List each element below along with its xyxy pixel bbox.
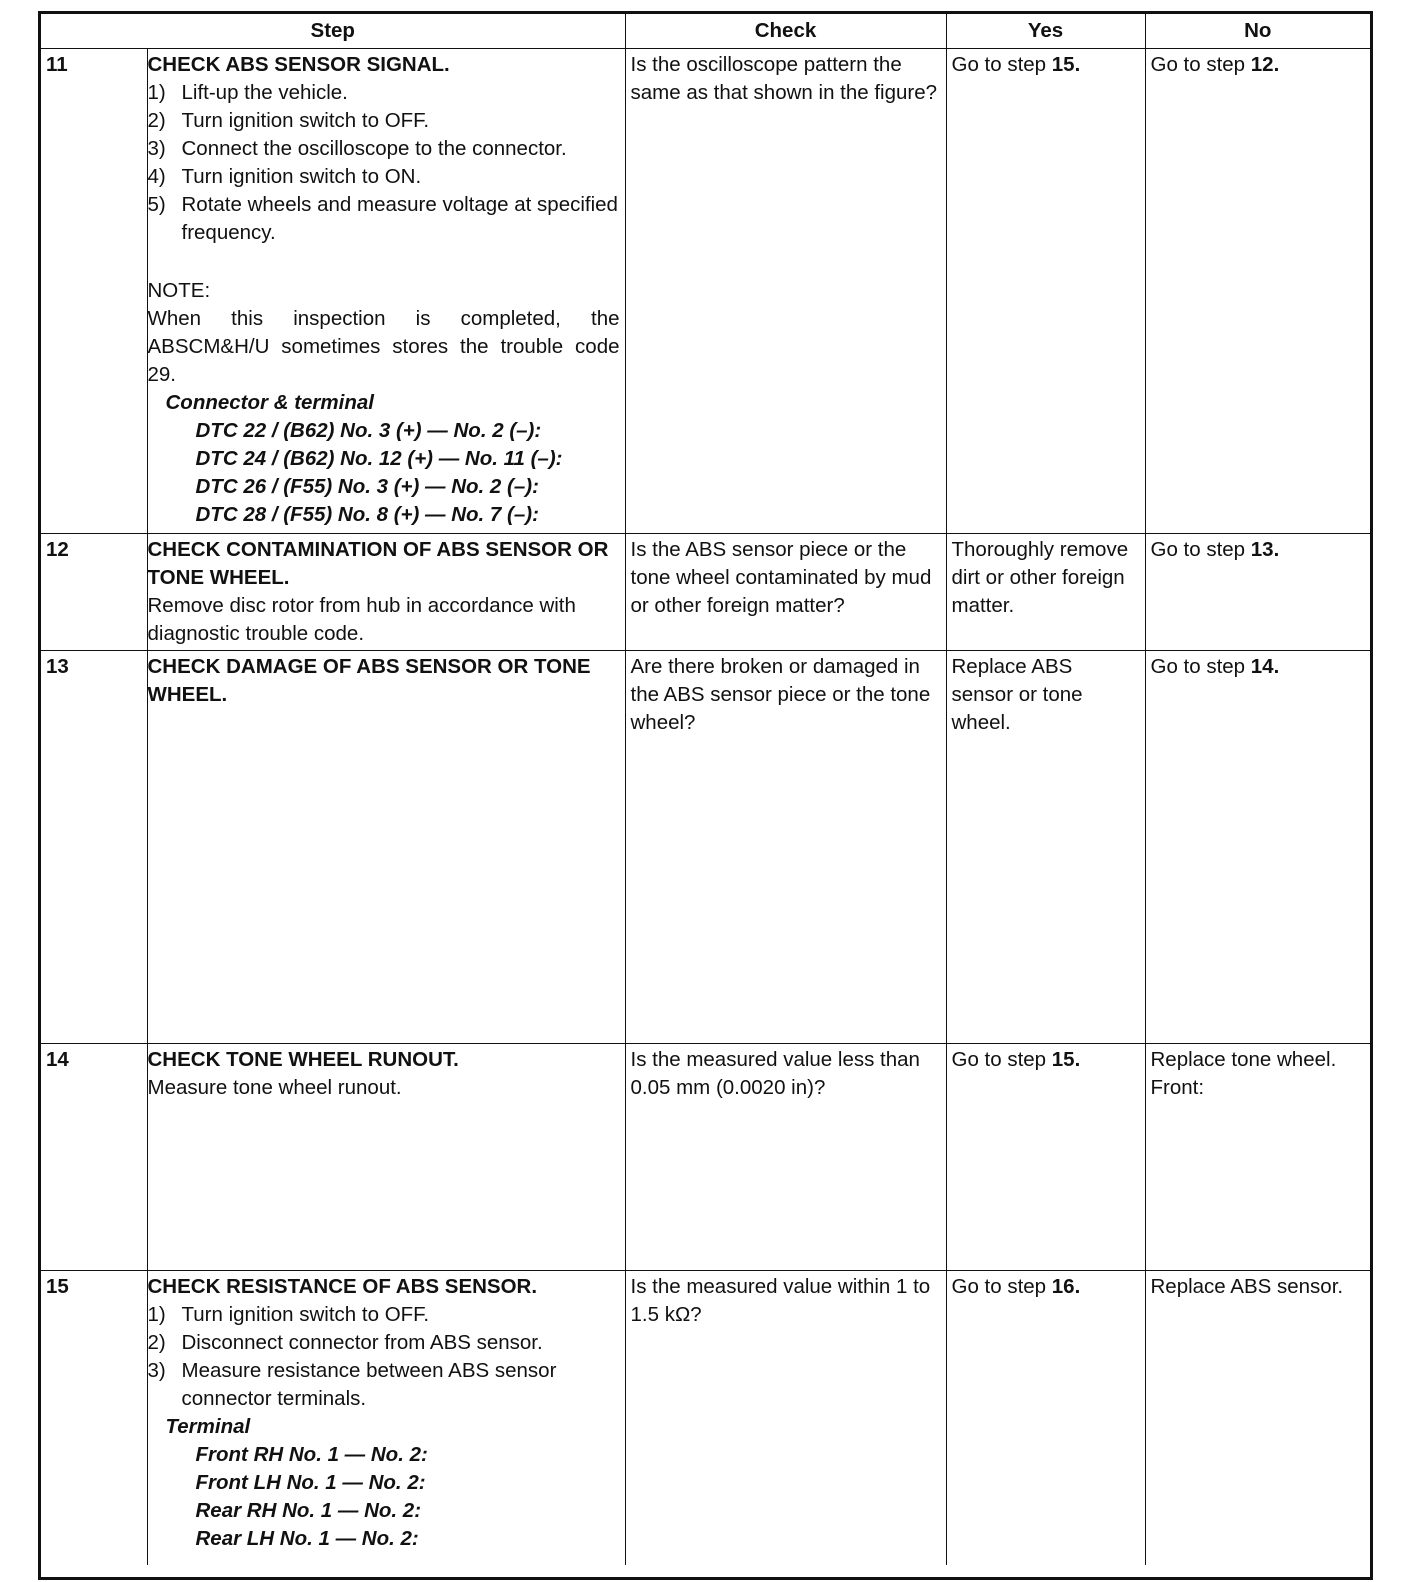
yes-text: Go to step: [951, 1048, 1052, 1071]
list-index: 1): [147, 81, 166, 104]
list-item: [148, 1357, 620, 1413]
step-title: CHECK TONE WHEEL RUNOUT.: [147, 1048, 459, 1071]
list-item: [148, 135, 620, 163]
step-title: CHECK ABS SENSOR SIGNAL.: [147, 53, 450, 76]
check-cell: Is the measured value within 1 to 1.5 kΩ?: [625, 1271, 946, 1566]
note-text: When this inspection is completed, the ABSCM&H/U sometimes stores the trouble code 29.: [147, 307, 620, 386]
list-text: Connect the oscilloscope to the connector.: [181, 137, 567, 160]
step-title: CHECK RESISTANCE OF ABS SENSOR.: [147, 1275, 538, 1298]
yes-text: Go to step: [951, 53, 1052, 76]
step-content: [147, 1271, 625, 1566]
list-item: [148, 107, 620, 135]
step-content: [147, 651, 625, 1044]
spec-line: DTC 26 / (F55) No. 3 (+) — No. 2 (–):: [195, 475, 539, 498]
no-step-ref: 13.: [1250, 538, 1280, 561]
header-check: Check: [625, 14, 946, 49]
diagnostic-table: [41, 14, 1370, 1565]
no-step-ref: 14.: [1250, 655, 1280, 678]
no-step-ref: 12.: [1250, 53, 1280, 76]
check-cell: Is the measured value less than 0.05 mm (0.0020 in)?: [625, 1044, 946, 1271]
step-number: 14: [41, 1044, 147, 1271]
list-index: 2): [147, 109, 166, 132]
no-text: Go to step: [1150, 655, 1251, 678]
list-index: 2): [147, 1331, 166, 1354]
step-title: CHECK DAMAGE OF ABS SENSOR OR TONE WHEEL.: [147, 655, 591, 706]
step-list: [148, 79, 620, 247]
table-row: [41, 1271, 1370, 1566]
spec-title: Terminal: [165, 1415, 251, 1438]
no-cell: [1145, 651, 1370, 1044]
spec-line: Rear LH No. 1 — No. 2:: [195, 1527, 419, 1550]
list-index: 5): [147, 193, 166, 216]
header-no: No: [1145, 14, 1370, 49]
step-description: Remove disc rotor from hub in accordance with diagnostic trouble code.: [147, 594, 576, 645]
no-cell: Replace tone wheel. Front:: [1145, 1044, 1370, 1271]
yes-cell: [946, 1271, 1145, 1566]
no-cell: [1145, 534, 1370, 651]
list-index: 1): [147, 1303, 166, 1326]
yes-step-ref: 15.: [1051, 1048, 1081, 1071]
list-text: Turn ignition switch to ON.: [181, 165, 422, 188]
step-number: 11: [41, 49, 147, 534]
no-cell: Replace ABS sensor.: [1145, 1271, 1370, 1566]
table-row: [41, 651, 1370, 1044]
list-index: 3): [147, 1359, 166, 1382]
header-row: [41, 14, 1370, 49]
step-content: [147, 1044, 625, 1271]
list-text: Rotate wheels and measure voltage at specified frequency.: [181, 193, 618, 244]
yes-cell: [946, 49, 1145, 534]
yes-cell: Thoroughly remove dirt or other foreign matter.: [946, 534, 1145, 651]
no-cell: [1145, 49, 1370, 534]
list-text: Disconnect connector from ABS sensor.: [181, 1331, 543, 1354]
header-step: Step: [41, 14, 625, 49]
note-label: NOTE:: [147, 279, 211, 302]
list-item: [148, 191, 620, 247]
diagnostic-table-sheet: [38, 11, 1373, 1580]
step-number: 15: [41, 1271, 147, 1566]
table-row: [41, 49, 1370, 534]
list-item: [148, 1329, 620, 1357]
check-cell: Is the oscilloscope pattern the same as that shown in the figure?: [625, 49, 946, 534]
yes-cell: [946, 1044, 1145, 1271]
list-item: [148, 163, 620, 191]
table-row: [41, 1044, 1370, 1271]
list-text: Turn ignition switch to OFF.: [181, 109, 430, 132]
check-cell: Is the ABS sensor piece or the tone wheel contaminated by mud or other foreign matter?: [625, 534, 946, 651]
yes-step-ref: 15.: [1051, 53, 1081, 76]
step-content: [147, 49, 625, 534]
step-description: Measure tone wheel runout.: [147, 1076, 402, 1099]
spec-line: Rear RH No. 1 — No. 2:: [195, 1499, 422, 1522]
header-yes: Yes: [946, 14, 1145, 49]
yes-cell: Replace ABS sensor or tone wheel.: [946, 651, 1145, 1044]
list-text: Measure resistance between ABS sensor connector terminals.: [181, 1359, 557, 1410]
list-index: 3): [147, 137, 166, 160]
step-number: 13: [41, 651, 147, 1044]
spec-line: DTC 24 / (B62) No. 12 (+) — No. 11 (–):: [195, 447, 563, 470]
table-row: [41, 534, 1370, 651]
spec-line: DTC 28 / (F55) No. 8 (+) — No. 7 (–):: [195, 503, 539, 526]
spec-line: Front LH No. 1 — No. 2:: [195, 1471, 426, 1494]
list-text: Turn ignition switch to OFF.: [181, 1303, 430, 1326]
yes-step-ref: 16.: [1051, 1275, 1081, 1298]
step-number: 12: [41, 534, 147, 651]
list-index: 4): [147, 165, 166, 188]
spec-line: DTC 22 / (B62) No. 3 (+) — No. 2 (–):: [195, 419, 542, 442]
no-text: Go to step: [1150, 53, 1251, 76]
spec-title: Connector & terminal: [165, 391, 374, 414]
no-text: Go to step: [1150, 538, 1251, 561]
step-title: CHECK CONTAMINATION OF ABS SENSOR OR TONE WHEEL.: [147, 538, 609, 589]
check-cell: Are there broken or damaged in the ABS sensor piece or the tone wheel?: [625, 651, 946, 1044]
step-list: [148, 1301, 620, 1413]
yes-text: Go to step: [951, 1275, 1052, 1298]
spec-line: Front RH No. 1 — No. 2:: [195, 1443, 428, 1466]
list-item: [148, 1301, 620, 1329]
list-text: Lift-up the vehicle.: [181, 81, 348, 104]
list-item: [148, 79, 620, 107]
step-content: [147, 534, 625, 651]
